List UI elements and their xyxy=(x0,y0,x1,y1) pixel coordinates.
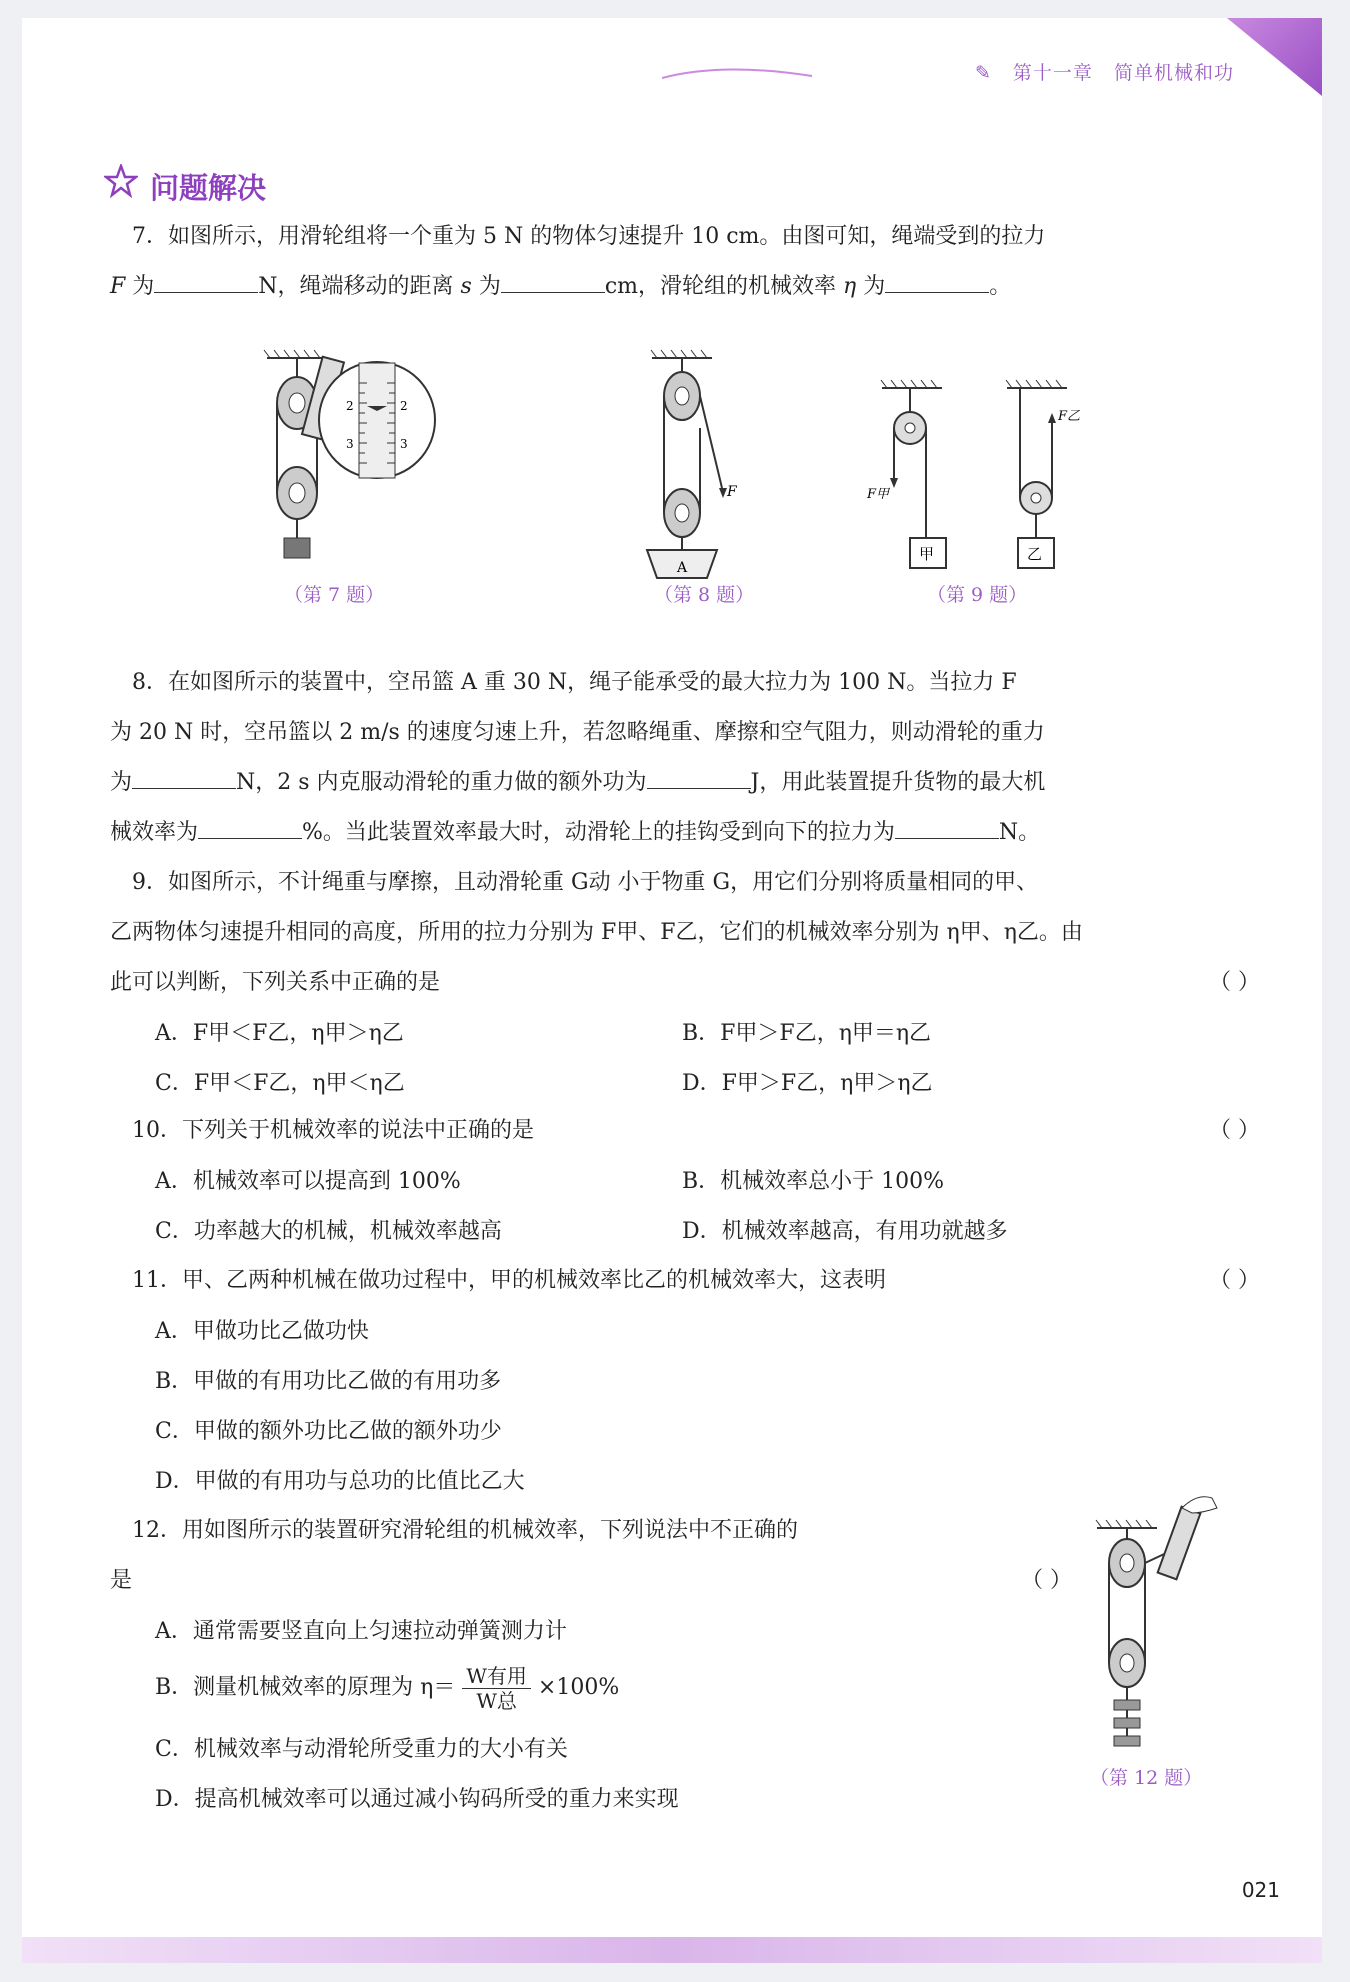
workbook-page xyxy=(22,18,1322,1963)
svg-text:2: 2 xyxy=(346,399,354,413)
question-12-line2: 是 （ ） xyxy=(110,1556,1072,1606)
page-number: 021 xyxy=(1241,1878,1280,1902)
figure-9-pulleys xyxy=(862,368,1092,583)
q8-blank-efficiency[interactable] xyxy=(198,816,302,839)
q12-option-d[interactable]: D．提高机械效率可以通过减小钩码所受的重力来实现 xyxy=(155,1787,679,1812)
question-12-line1: 12．用如图所示的装置研究滑轮组的机械效率，下列说法中不正确的 xyxy=(132,1518,798,1543)
q11-answer-paren[interactable]: （ ） xyxy=(1209,1268,1260,1293)
q11-option-c[interactable]: C．甲做的额外功比乙做的额外功少 xyxy=(155,1419,502,1444)
question-10: 10．下列关于机械效率的说法中正确的是 （ ） xyxy=(132,1106,1260,1156)
svg-text:A: A xyxy=(677,560,688,576)
q7-blank-eta[interactable] xyxy=(885,270,989,293)
figure-12-caption: （第 12 题） xyxy=(1090,1767,1203,1789)
q9-option-c[interactable]: C．F甲＜F乙，η甲＜η乙 xyxy=(155,1071,405,1096)
q10-option-a[interactable]: A．机械效率可以提高到 100% xyxy=(155,1169,461,1194)
svg-text:甲: 甲 xyxy=(919,545,935,563)
svg-text:F甲: F甲 xyxy=(867,487,890,502)
svg-text:乙: 乙 xyxy=(1027,545,1043,563)
q10-option-c[interactable]: C．功率越大的机械，机械效率越高 xyxy=(155,1219,502,1244)
q9-option-a[interactable]: A．F甲＜F乙，η甲＞η乙 xyxy=(155,1021,404,1046)
q10-option-d[interactable]: D．机械效率越高，有用功就越多 xyxy=(682,1219,1008,1244)
q9-answer-paren[interactable]: （ ） xyxy=(1209,970,1260,995)
question-9-line1: 9．如图所示，不计绳重与摩擦，且动滑轮重 G动 小于物重 G，用它们分别将质量相同的甲、 xyxy=(132,870,1039,895)
q12-option-c[interactable]: C．机械效率与动滑轮所受重力的大小有关 xyxy=(155,1737,568,1762)
chapter-number: 第十一章 xyxy=(1012,62,1093,84)
q10-answer-paren[interactable]: （ ） xyxy=(1209,1118,1260,1143)
bottom-decoration-band xyxy=(22,1937,1322,1963)
svg-text:3: 3 xyxy=(400,437,408,451)
q7-blank-s[interactable] xyxy=(501,270,605,293)
q12-option-a[interactable]: A．通常需要竖直向上匀速拉动弹簧测力计 xyxy=(155,1619,567,1644)
svg-text:F乙: F乙 xyxy=(1058,409,1081,424)
q11-option-d[interactable]: D．甲做的有用功与总功的比值比乙大 xyxy=(155,1469,525,1494)
q11-option-b[interactable]: B．甲做的有用功比乙做的有用功多 xyxy=(155,1369,502,1394)
question-7 xyxy=(132,212,1262,262)
q10-option-b[interactable]: B．机械效率总小于 100% xyxy=(682,1169,945,1194)
q7-blank-F[interactable] xyxy=(154,270,258,293)
question-8-line3: 为 N，2 s 内克服动滑轮的重力做的额外功为 J，用此装置提升货物的最大机 xyxy=(110,758,1240,808)
q8-blank-force[interactable] xyxy=(895,816,999,839)
question-11: 11．甲、乙两种机械在做功过程中，甲的机械效率比乙的机械效率大，这表明 （ ） xyxy=(132,1256,1260,1306)
question-8-line2: 为 20 N 时，空吊篮以 2 m/s 的速度匀速上升，若忽略绳重、摩擦和空气阻力，则动滑轮的重力 xyxy=(110,720,1045,745)
question-8-line4: 械效率为 %。当此装置效率最大时，动滑轮上的挂钩受到向下的拉力为 N。 xyxy=(110,808,1240,858)
q8-blank-work[interactable] xyxy=(647,766,751,789)
question-9-line2: 乙两物体匀速提升相同的高度，所用的拉力分别为 F甲、F乙，它们的机械效率分别为 η甲、η乙。由 xyxy=(110,920,1083,945)
figure-9-caption: （第 9 题） xyxy=(927,584,1028,606)
question-8-line1: 8．在如图所示的装置中，空吊篮 A 重 30 N，绳子能承受的最大拉力为 100 N。当拉力 F xyxy=(132,670,1017,695)
svg-text:F: F xyxy=(727,484,737,500)
figure-7-pulley-system xyxy=(242,338,542,578)
svg-text:3: 3 xyxy=(346,437,354,451)
header-swoosh-decoration xyxy=(662,64,822,84)
question-9-line3: 此可以判断，下列关系中正确的是 （ ） xyxy=(110,958,1260,1008)
figure-7-caption: （第 7 题） xyxy=(284,584,385,606)
q9-option-d[interactable]: D．F甲＞F乙，η甲＞η乙 xyxy=(682,1071,933,1096)
q9-option-b[interactable]: B．F甲＞F乙，η甲＝η乙 xyxy=(682,1021,932,1046)
q12-option-b[interactable]: B．测量机械效率的原理为 η＝ $\frac{\text{W有用}}{\text{W总}}$ ×100% xyxy=(155,1663,620,1713)
q8-blank-weight[interactable] xyxy=(132,766,236,789)
running-header xyxy=(961,58,1234,85)
section-title: 问题解决 xyxy=(150,171,267,205)
figure-8-caption: （第 8 题） xyxy=(654,584,755,606)
svg-text:2: 2 xyxy=(400,399,408,413)
corner-tab xyxy=(1227,18,1322,96)
q11-option-a[interactable]: A．甲做功比乙做功快 xyxy=(155,1319,369,1344)
figure-12-pulley-with-scale xyxy=(1087,1488,1237,1758)
q12-answer-paren[interactable]: （ ） xyxy=(1021,1568,1072,1593)
question-7-line2: F 为 N，绳端移动的距离 s 为 cm，滑轮组的机械效率 η 为 。 xyxy=(110,262,1240,312)
q7-line1: 7．如图所示，用滑轮组将一个重为 5 N 的物体匀速提升 10 cm。由图可知，绳端受到的拉力 xyxy=(132,224,1046,249)
pencil-icon: ✎ xyxy=(974,62,992,84)
star-icon xyxy=(104,164,138,198)
chapter-title: 简单机械和功 xyxy=(1113,62,1234,84)
figure-8-pulley-basket xyxy=(627,338,747,583)
efficiency-formula: $\frac{\text{W有用}}{\text{W总}}$ xyxy=(462,1664,531,1713)
